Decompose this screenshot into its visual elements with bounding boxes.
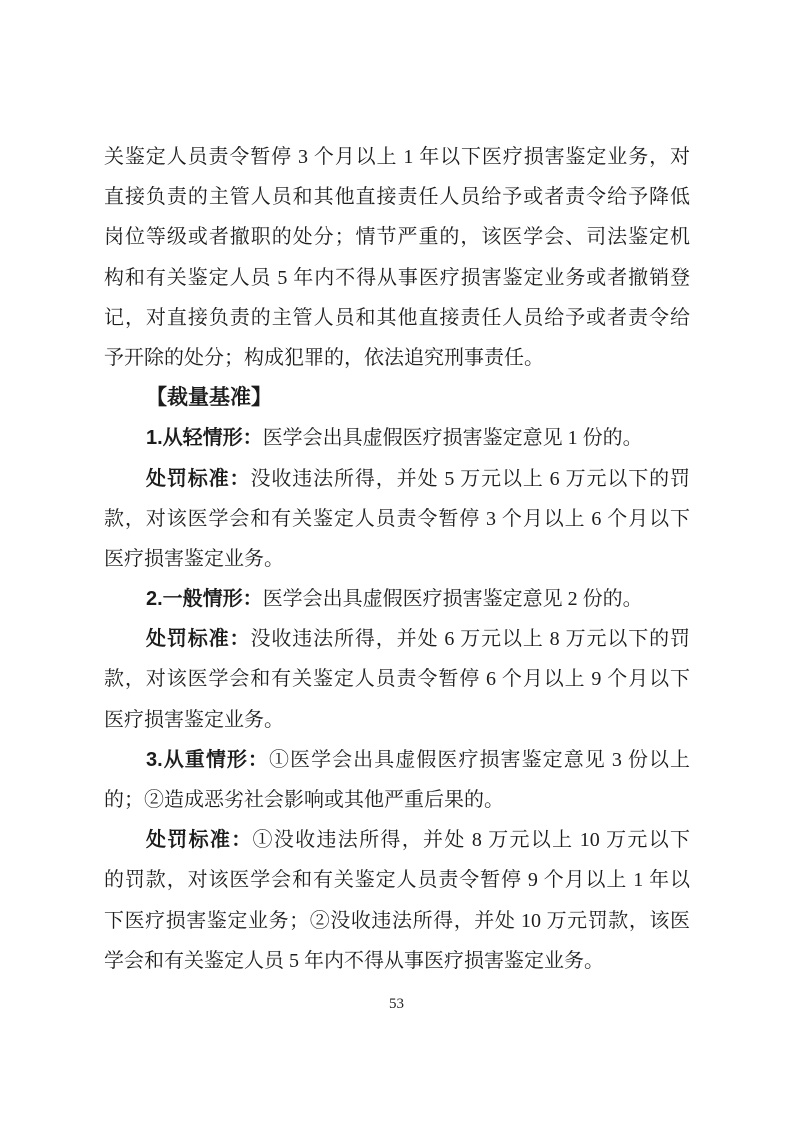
- line-text: 构和有关鉴定人员 5 年内不得从事医疗损害鉴定业务或者撤销登: [104, 266, 690, 289]
- line-text: 款，对该医学会和有关鉴定人员责令暂停 3 个月以上 6 个月以下: [104, 507, 690, 530]
- line-text: 没收违法所得，并处 5 万元以上 6 万元以下的罚: [250, 467, 691, 490]
- line-text: 关鉴定人员责令暂停 3 个月以上 1 年以下医疗损害鉴定业务，对: [104, 146, 690, 168]
- text-line: [104, 258, 690, 298]
- text-line: [104, 619, 690, 659]
- text-line: [104, 459, 690, 499]
- line-text: 没收违法所得，并处 6 万元以上 8 万元以下的罚: [250, 628, 691, 651]
- text-line: [104, 579, 690, 619]
- line-text: 款，对该医学会和有关鉴定人员责令暂停 6 个月以上 9 个月以下: [104, 668, 690, 691]
- line-text: 下医疗损害鉴定业务；②没收违法所得，并处 10 万元罚款，该医: [104, 909, 690, 932]
- emphasis-label: 处罚标准：: [146, 467, 251, 490]
- text-line: [104, 499, 690, 539]
- emphasis-label: 1.从轻情形：: [146, 427, 263, 450]
- text-line: [104, 941, 690, 981]
- line-text: 的；②造成恶劣社会影响或其他严重后果的。: [104, 789, 504, 811]
- line-text: 记，对直接负责的主管人员和其他直接责任人员给予或者责令给: [104, 306, 690, 329]
- emphasis-label: 处罚标准：: [146, 628, 251, 651]
- text-line: [104, 659, 690, 699]
- text-line: [104, 217, 690, 257]
- text-line: [104, 860, 690, 900]
- text-line: [104, 298, 690, 338]
- document-page: [104, 137, 690, 981]
- heading-label: 【裁量基准】: [146, 386, 272, 410]
- text-line: [104, 780, 690, 820]
- line-text: ①医学会出具虚假医疗损害鉴定意见 3 份以上: [268, 748, 690, 771]
- text-line: [104, 177, 690, 217]
- text-line: [104, 820, 690, 860]
- emphasis-label: 处罚标准：: [146, 829, 253, 852]
- line-text: 医疗损害鉴定业务。: [104, 547, 284, 570]
- line-text: 岗位等级或者撤职的处分；情节严重的，该医学会、司法鉴定机: [104, 226, 690, 249]
- text-line: [104, 137, 690, 177]
- emphasis-label: 3.从重情形：: [146, 748, 269, 771]
- section-heading: [104, 378, 690, 418]
- emphasis-label: 2.一般情形：: [146, 588, 263, 611]
- text-line: [104, 539, 690, 579]
- line-text: 学会和有关鉴定人员 5 年内不得从事医疗损害鉴定业务。: [104, 949, 604, 972]
- text-line: [104, 418, 690, 458]
- text-line: [104, 901, 690, 941]
- line-text: 直接负责的主管人员和其他直接责任人员给予或者责令给予降低: [104, 186, 690, 209]
- text-line: [104, 740, 690, 780]
- page-number: 53: [389, 996, 404, 1012]
- line-text: 医学会出具虚假医疗损害鉴定意见 2 份的。: [262, 588, 643, 611]
- text-line: [104, 700, 690, 740]
- line-text: 予开除的处分；构成犯罪的，依法追究刑事责任。: [104, 346, 544, 369]
- text-line: [104, 338, 690, 378]
- line-text: 医疗损害鉴定业务。: [104, 708, 284, 731]
- line-text: 的罚款，对该医学会和有关鉴定人员责令暂停 9 个月以上 1 年以: [104, 869, 690, 892]
- line-text: 医学会出具虚假医疗损害鉴定意见 1 份的。: [262, 427, 643, 450]
- line-text: ①没收违法所得，并处 8 万元以上 10 万元以下: [252, 829, 691, 852]
